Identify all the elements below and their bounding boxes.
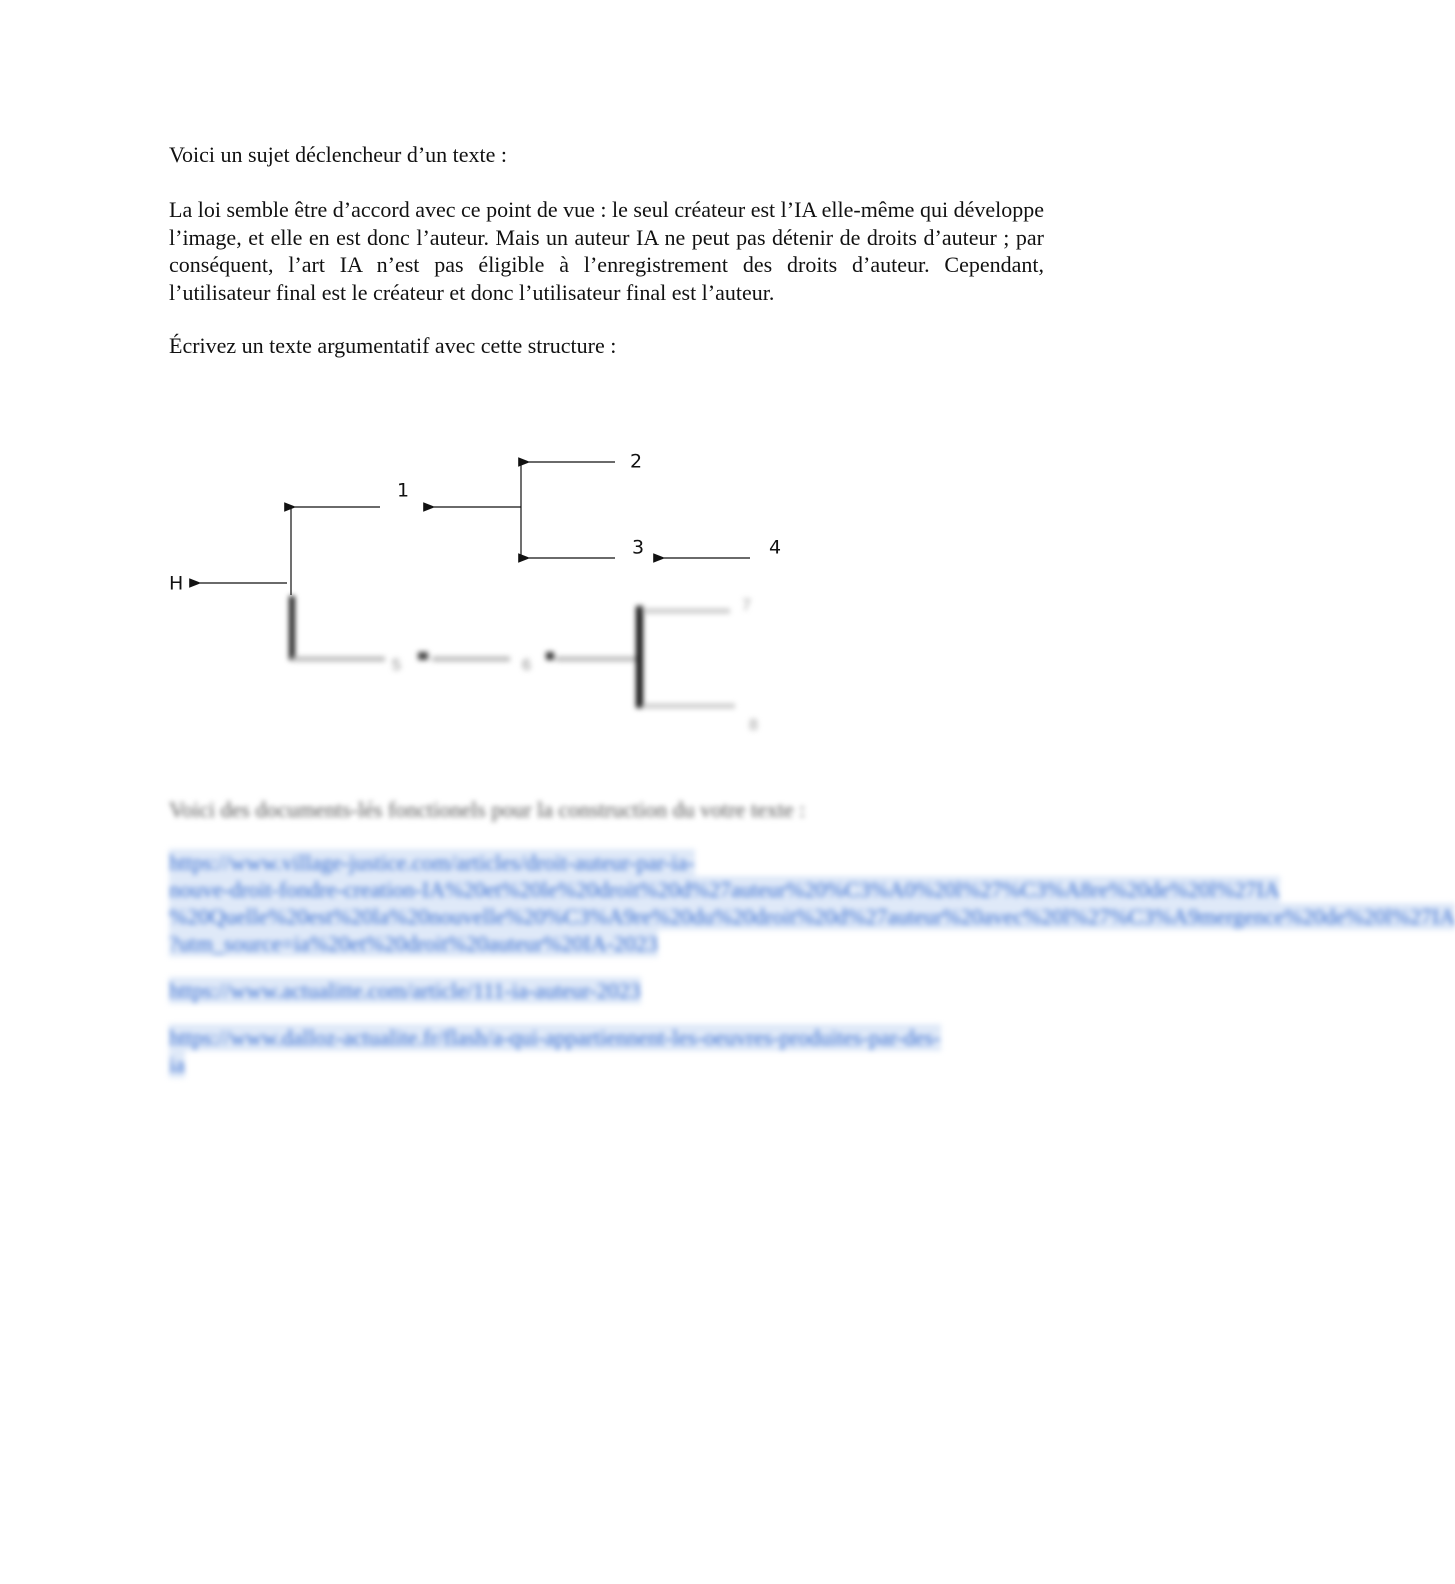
blurred-lower-diagram — [289, 596, 758, 734]
label-3: 3 — [632, 536, 645, 559]
source-link-1-line-4[interactable]: ?utm_source=ia%20et%20droit%20auteur%20IA-2023 — [169, 931, 658, 956]
source-link-1-line-1[interactable]: https://www.village-justice.com/articles/droit-auteur-par-ia- — [169, 850, 695, 875]
source-link-3[interactable] — [169, 1024, 1049, 1078]
label-2: 2 — [630, 450, 643, 473]
label-5: 5 — [392, 657, 401, 674]
source-link-2[interactable]: https://www.actualitte.com/article/111-ia-auteur-2023 — [169, 978, 641, 1003]
source-link-1-line-3[interactable]: %20Quelle%20est%20la%20nouvelle%20%C3%A9re%20du%20droit%20d%27auteur%20avec%20l%27%C3%A9mergence%20de%20l%27IA — [169, 904, 1455, 929]
bracket-7-8 — [636, 606, 643, 708]
label-8: 8 — [749, 717, 758, 734]
source-link-1-line-2[interactable]: nouve-droit-fondre-creation-IA%20et%20le%20droit%20d%27auteur%20%C3%A0%20l%27%C3%A8re%20de%20l%27IA — [169, 877, 1280, 902]
argument-structure-diagram — [0, 430, 1224, 760]
instruction-text: Écrivez un texte argumentatif avec cette structure : — [169, 333, 617, 358]
label-h: H — [169, 572, 184, 595]
label-6: 6 — [522, 657, 531, 674]
source-link-3-line-1[interactable]: https://www.dalloz-actualite.fr/flash/a-qui-appartiennent-les-oeuvres-produites-par-des- — [169, 1025, 941, 1050]
trigger-quote-paragraph: La loi semble être d’accord avec ce point de vue : le seul créateur est l’IA elle-même qui développe l’image, et elle en est donc l’auteur. Mais un auteur IA ne peut pas détenir de droits d’auteur ; par conséquent, l’art IA n’est pas éligible à l’enregistrement des droits d’auteur. Cependant, l’utilisateur final est le créateur et donc l’utilisateur final est l’auteur. — [169, 197, 1044, 305]
sources-heading: Voici des documents-lés fonctionels pour la construction du votre texte : — [169, 797, 806, 822]
marker-6 — [546, 652, 554, 660]
source-link-1[interactable] — [169, 849, 1455, 957]
source-link-3-line-2[interactable]: ia — [169, 1052, 185, 1077]
marker-5 — [418, 652, 428, 660]
bracket-h-lower-bar — [289, 596, 295, 660]
label-1: 1 — [397, 479, 410, 502]
sources-section — [169, 796, 1455, 1078]
label-4: 4 — [769, 536, 782, 559]
intro-text: Voici un sujet déclencheur d’un texte : — [169, 142, 508, 167]
label-7: 7 — [742, 597, 751, 614]
